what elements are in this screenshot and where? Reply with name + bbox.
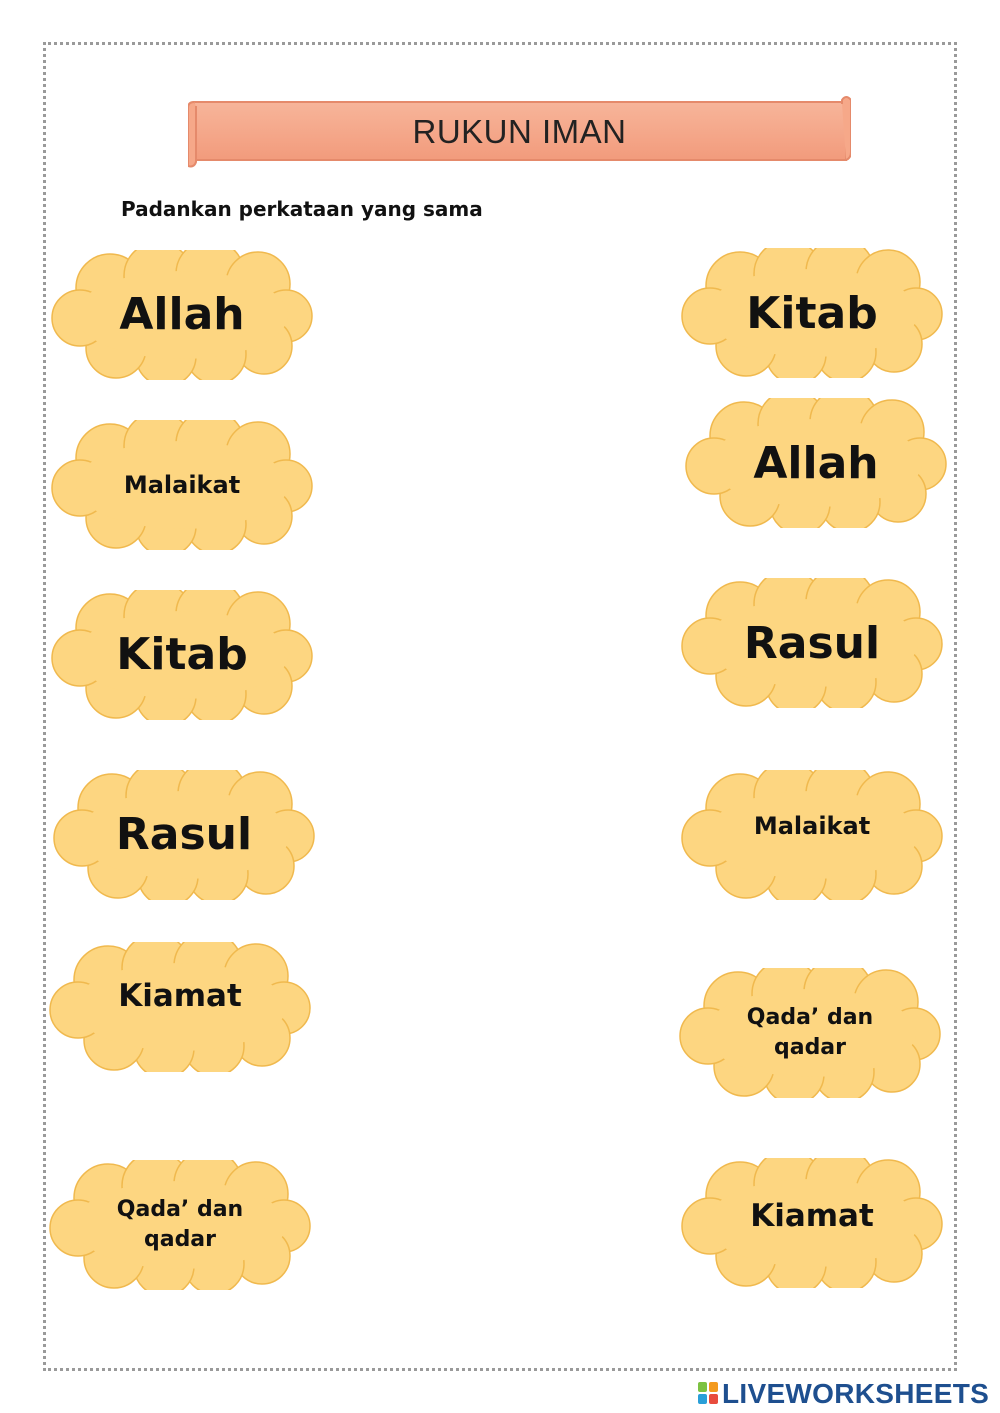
cloud-label: Kiamat — [118, 978, 242, 1014]
cloud-label: Rasul — [743, 618, 881, 669]
cloud-label: Kiamat — [750, 1198, 874, 1234]
right-cloud-kiamat[interactable] — [680, 1158, 944, 1288]
cloud-label: Kitab — [746, 288, 878, 339]
right-cloud-malaikat[interactable] — [680, 770, 944, 900]
title-banner — [188, 96, 851, 168]
page-title: RUKUN IMAN — [412, 113, 627, 150]
left-cloud-allah[interactable] — [50, 250, 314, 380]
cloud-label: Qada’ dan qadar — [116, 1197, 244, 1252]
cloud-label: Allah — [119, 289, 245, 341]
left-cloud-rasul[interactable] — [52, 770, 316, 900]
liveworksheets-logo — [698, 1378, 989, 1410]
logo-text: LIVEWORKSHEETS — [722, 1378, 990, 1409]
cloud-label: Qada’ dan qadar — [746, 1005, 874, 1060]
cloud-label: Malaikat — [123, 470, 241, 499]
left-cloud-qada-dan-qadar[interactable] — [48, 1160, 312, 1290]
cloud-label: Allah — [753, 438, 879, 489]
left-cloud-malaikat[interactable] — [50, 420, 314, 550]
cloud-label: Kitab — [116, 629, 248, 681]
left-cloud-kiamat[interactable] — [48, 942, 312, 1072]
instruction-text: Padankan perkataan yang sama — [121, 197, 483, 221]
right-cloud-rasul[interactable] — [680, 578, 944, 708]
cloud-label: Rasul — [115, 809, 253, 861]
cloud-label: Malaikat — [753, 812, 871, 840]
right-cloud-kitab[interactable] — [680, 248, 944, 378]
right-cloud-allah[interactable] — [684, 398, 948, 528]
left-cloud-kitab[interactable] — [50, 590, 314, 720]
logo-icon — [698, 1382, 720, 1406]
right-cloud-qada-dan-qadar[interactable] — [678, 968, 942, 1098]
